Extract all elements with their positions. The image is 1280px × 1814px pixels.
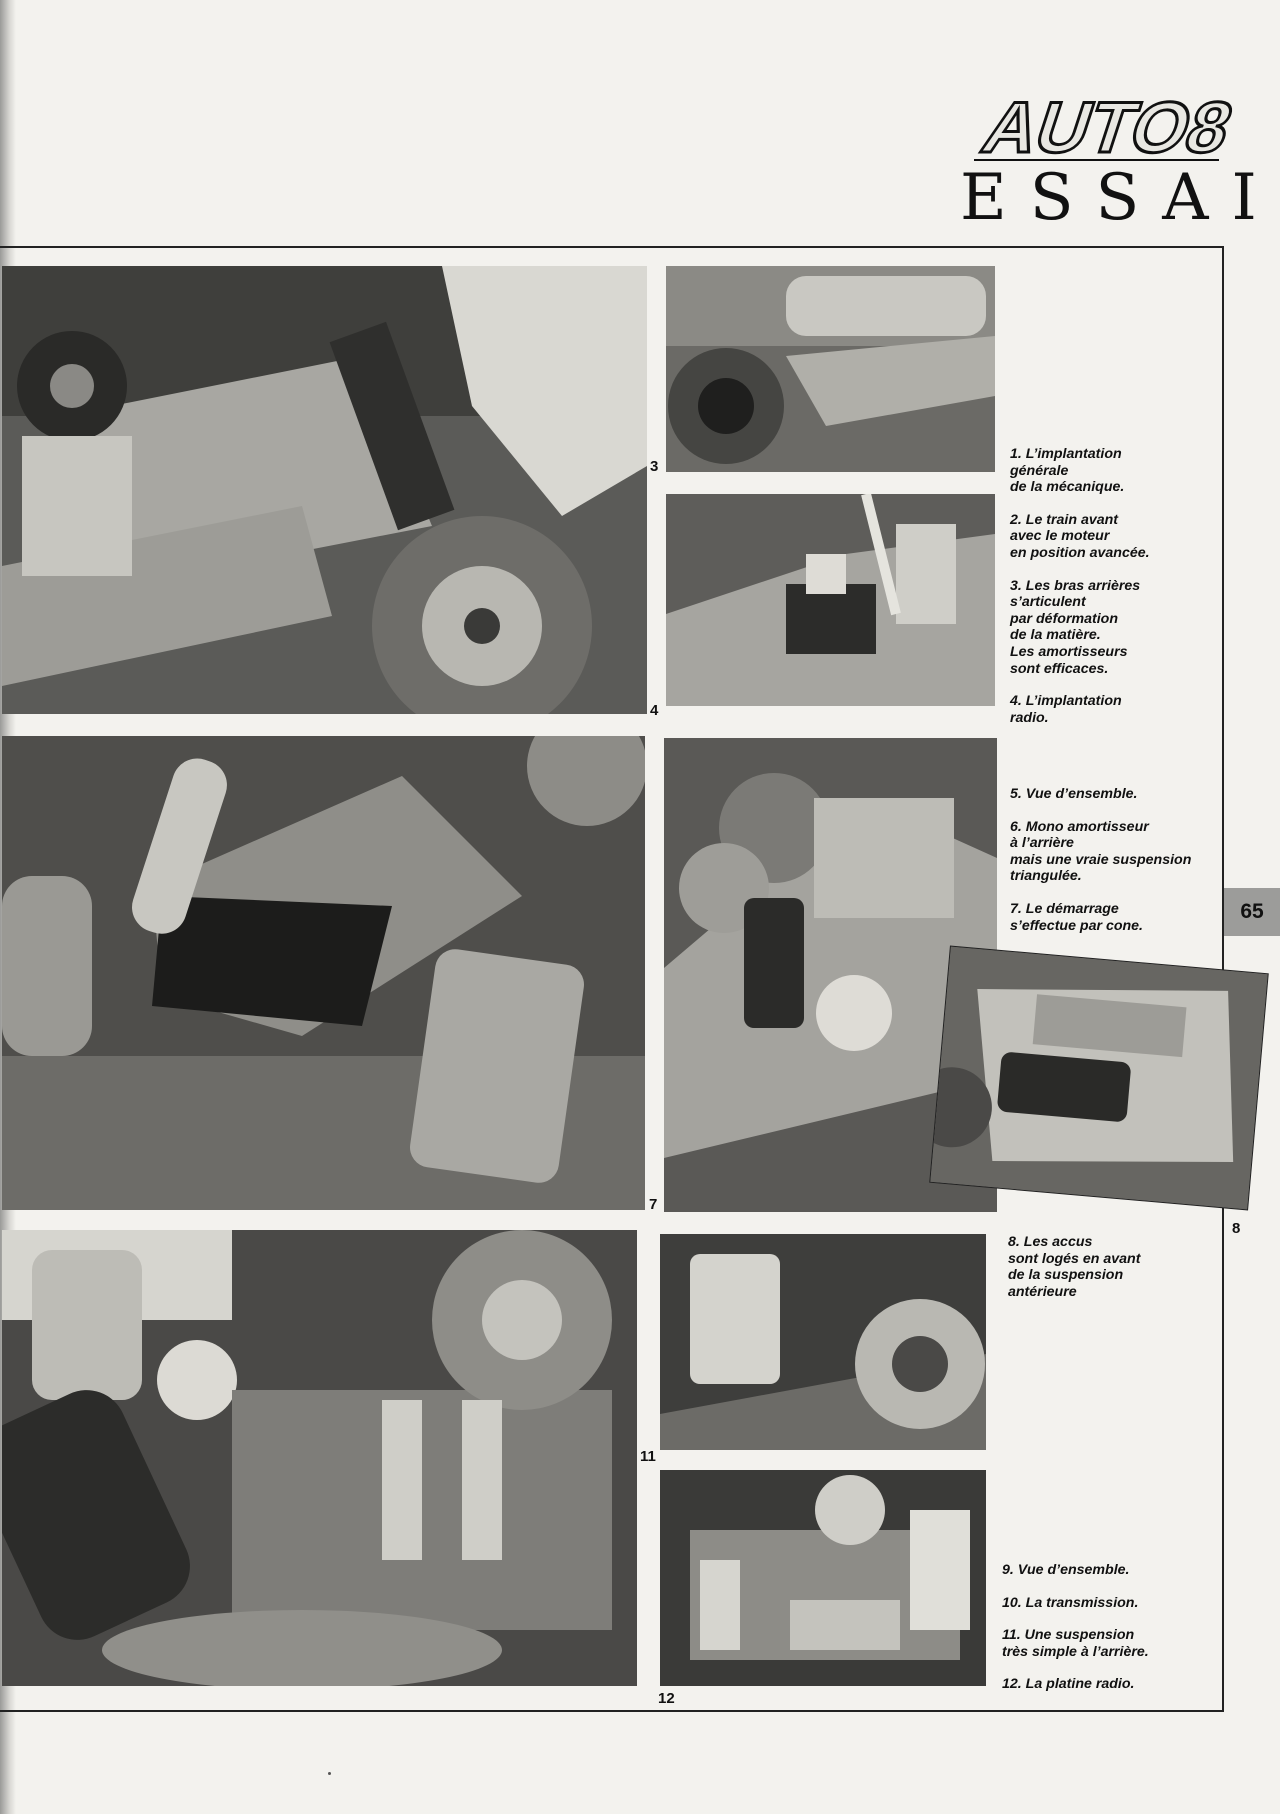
logo-text: AUTO8	[973, 86, 1239, 166]
photo-3-number: 3	[650, 458, 659, 475]
caption-4: 4. L’implantation radio.	[1010, 693, 1122, 726]
caption-7: 7. Le démarrage s’effectue par cone.	[1010, 900, 1143, 934]
captions-1-4	[1010, 446, 1220, 742]
caption-10: 10. La transmission.	[1002, 1594, 1139, 1611]
photo-8-number: 8	[1232, 1220, 1241, 1237]
photo-7	[2, 736, 645, 1210]
photo-11	[2, 1230, 637, 1686]
caption-6: 6. Mono amortisseur à l’arrière mais une vraie suspension triangulée.	[1010, 818, 1192, 885]
captions-9-12	[1002, 1562, 1222, 1709]
captions-5-7	[1010, 786, 1220, 950]
caption-1: 1. L’implantation générale de la mécanique.	[1010, 446, 1125, 496]
page-number-tab: 65	[1224, 888, 1280, 936]
photo-12-number: 12	[658, 1690, 675, 1707]
caption-9: 9. Vue d’ensemble.	[1002, 1562, 1130, 1578]
caption-3: 3. Les bras arrières s’articulent par déformation de la matière. Les amortisseurs sont efficaces.	[1010, 577, 1141, 677]
section-title: ESSAI	[960, 161, 1280, 235]
caption-11: 11. Une suspension très simple à l’arrière.	[1002, 1627, 1149, 1660]
photo-4-number: 4	[650, 702, 659, 719]
caption-2: 2. Le train avant avec le moteur en position avancée.	[1010, 511, 1150, 561]
photo-12	[660, 1470, 986, 1686]
captions-8	[1008, 1234, 1218, 1316]
photo-7-number: 7	[649, 1196, 658, 1213]
photo-rear-suspension	[660, 1234, 986, 1450]
photo-front-train	[666, 266, 995, 472]
print-speck	[328, 1772, 331, 1775]
caption-5: 5. Vue d’ensemble.	[1010, 786, 1138, 802]
photo-4	[666, 494, 995, 706]
photo-8	[930, 947, 1267, 1210]
photo-11-number: 11	[640, 1448, 656, 1465]
caption-12: 12. La platine radio.	[1002, 1676, 1135, 1693]
caption-8: 8. Les accus sont logés en avant de la suspension antérieure	[1008, 1234, 1141, 1300]
photo-3	[2, 266, 647, 714]
auto8-logo	[964, 86, 1239, 166]
